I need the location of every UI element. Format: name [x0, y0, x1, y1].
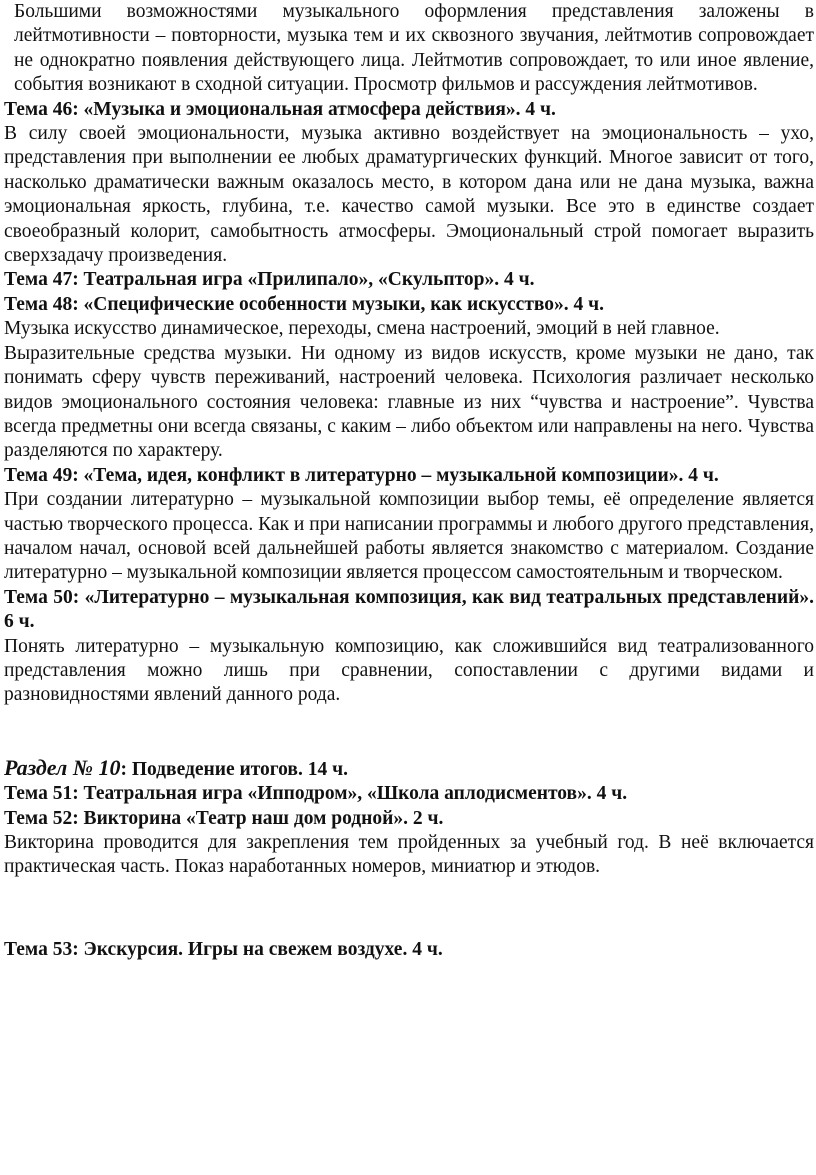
topic-46-heading: Тема 46: «Музыка и эмоциональная атмосфера действия». 4 ч.: [4, 98, 556, 120]
topic-48-heading: Тема 48: «Специфические особенности музыки, как искусство». 4 ч.: [4, 293, 605, 315]
topic-50-heading: Тема 50: «Литературно – музыкальная композиция, как вид театральных представлений». 6 ч.: [4, 586, 814, 633]
document-page: [4, 0, 814, 962]
intro-paragraph: Большими возможностями музыкального оформления представления заложены в лейтмотивности – повторности, музыка тем и их сквозного звучания, лейтмотив сопровождает не однократно появления действующего лица. Лейтмотив сопровождает, то или иное явление, события возникают в сходной ситуации. Просмотр фильмов и рассуждения лейтмотивов.: [14, 1, 814, 96]
section-10-label: Раздел № 10: [4, 754, 121, 780]
topic-49-heading: Тема 49: «Тема, идея, конфликт в литературно – музыкальной композиции». 4 ч.: [4, 464, 719, 486]
topic-51-heading: Тема 51: Театральная игра «Ипподром», «Школа аплодисментов». 4 ч.: [4, 783, 628, 805]
topic-48-text-2: Выразительные средства музыки. Ни одному из видов искусств, кроме музыки не дано, так понимать сферу чувств переживаний, настроений человека. Психология различает несколько видов эмоционального состояния человека: главные из них “чувства и настроение”. Чувства всегда предметны они всегда связаны, с каким – либо объектом или направлены на него. Чувства разделяются по характеру.: [4, 342, 814, 462]
topic-49-text: При создании литературно – музыкальной композиции выбор темы, её определение является частью творческого процесса. Как и при написании программы и любого другого представления, началом начал, основой всей дальнейшей работы является знакомство с материалом. Создание литературно – музыкальной композиции является процессом самостоятельным и творческом.: [4, 489, 814, 584]
topic-52-text: Викторина проводится для закрепления тем пройденных за учебный год. В неё включается практическая часть. Показ наработанных номеров, миниатюр и этюдов.: [4, 832, 814, 878]
topic-50-text: Понять литературно – музыкальную композицию, как сложившийся вид театрализованного представления можно лишь при сравнении, сопоставлении с другими видами и разновидностями явлений данного рода.: [4, 635, 814, 706]
topic-52-heading: Тема 52: Викторина «Театр наш дом родной». 2 ч.: [4, 807, 444, 829]
spacer: [4, 880, 814, 938]
topic-48-text-1: Музыка искусство динамическое, переходы, смена настроений, эмоций в ней главное.: [4, 318, 720, 340]
topic-46-text: В силу своей эмоциональности, музыка активно воздействует на эмоциональность – ухо, представления при выполнении ее любых драматургических функций. Многое зависит от того, насколько драматически важным оказалось место, в котором дана или не дана музыка, важна эмоциональная яркость, глубина, т.е. качество самой музыки. Все это в единстве создает своеобразный колорит, самобытность атмосферы. Эмоциональный строй помогает выразить сверхзадачу произведения.: [4, 123, 814, 267]
topic-53-heading: Тема 53: Экскурсия. Игры на свежем воздухе. 4 ч.: [4, 938, 443, 960]
topic-47-heading: Тема 47: Театральная игра «Прилипало», «Скульптор». 4 ч.: [4, 269, 535, 291]
section-10-title: : Подведение итогов. 14 ч.: [120, 758, 348, 780]
section-10-heading: [4, 756, 814, 782]
spacer: [4, 708, 814, 756]
